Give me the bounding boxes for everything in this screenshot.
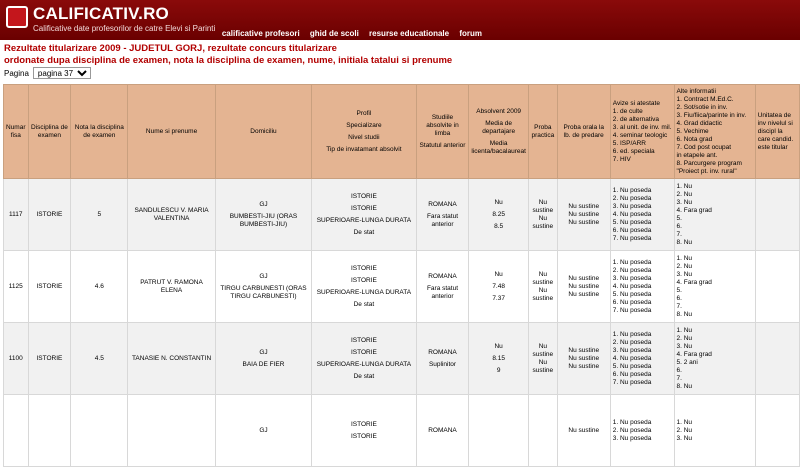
cell-profil-line: SUPERIOARE-LUNGA DURATA (316, 360, 412, 368)
col-absolvent-line: Media licenta/bacalaureat (471, 139, 526, 155)
cell-avize-line: 6. Nu poseda (612, 370, 652, 378)
cell-domiciliu-line: GJ (259, 426, 268, 434)
col-limba (416, 85, 469, 179)
cell-alte-informatii-line: 5. (676, 214, 682, 222)
cell-disciplina: ISTORIE (28, 179, 71, 251)
cell-proba-orala-line: Nu sustine (568, 218, 600, 226)
col-alte-line: 2. Sot/sotie in inv. (676, 103, 728, 111)
cell-profil-line: SUPERIOARE-LUNGA DURATA (316, 288, 412, 296)
cell-alte-informatii-line: 8. Nu (676, 238, 693, 246)
top-nav (214, 29, 482, 38)
cell-profil (312, 395, 416, 467)
cell-alte-informatii-line: 1. Nu (676, 182, 693, 190)
col-numar-fisa: Numar fisa (4, 85, 29, 179)
page-title-line-1: Rezultate titularizare 2009 - JUDETUL GORJ, rezultate concurs titularizare (4, 43, 337, 54)
cell-alte-informatii-line: 8. Nu (676, 310, 693, 318)
cell-nume (128, 395, 215, 467)
col-avize-line: 1. de culte (612, 107, 643, 115)
cell-disciplina (28, 395, 71, 467)
cell-proba-orala-line: Nu sustine (568, 346, 600, 354)
cell-proba-practica (528, 395, 557, 467)
cell-alte-informatii-line: 7. (676, 302, 682, 310)
col-alte-line: 8. Parcurgere program (676, 159, 742, 167)
col-profil-line: Specializare (346, 121, 382, 129)
cell-avize-line: 4. Nu poseda (612, 354, 652, 362)
cell-limba (416, 323, 469, 395)
cell-limba-line: ROMANA (428, 348, 457, 356)
cell-profil-line: ISTORIE (350, 264, 377, 272)
col-disciplina: Disciplina de examen (28, 85, 71, 179)
cell-profil (312, 251, 416, 323)
table-row (4, 323, 800, 395)
col-absolvent (469, 85, 529, 179)
col-avize-line: 6. ed. speciala (612, 147, 655, 155)
pager-label: Pagina (4, 68, 29, 78)
cell-profil-line: De stat (353, 228, 375, 236)
cell-avize-line: 3. Nu poseda (612, 274, 652, 282)
cell-avize-line: 3. Nu poseda (612, 202, 652, 210)
cell-avize-line: 2. Nu poseda (612, 426, 652, 434)
cell-profil (312, 323, 416, 395)
cell-nota: 4.6 (71, 251, 128, 323)
cell-alte-informatii-line: 2. Nu (676, 334, 693, 342)
col-alte-line: 6. Nota grad (676, 135, 713, 143)
cell-alte-informatii-line: 2. Nu (676, 426, 693, 434)
cell-proba-orala-line: Nu sustine (568, 354, 600, 362)
col-domiciliu: Domiciliu (215, 85, 311, 179)
cell-alte-informatii-line: 3. Nu (676, 434, 693, 442)
cell-avize-line: 1. Nu poseda (612, 418, 652, 426)
cell-absolvent-line: 8.25 (492, 210, 505, 218)
col-avize (610, 85, 674, 179)
cell-proba-orala-line: Nu sustine (568, 362, 600, 370)
cell-proba-practica-line: Nu sustine (532, 214, 554, 230)
col-avize-line: 4. seminar teologic (612, 131, 668, 139)
site-header (0, 0, 800, 40)
cell-profil-line: ISTORIE (350, 336, 377, 344)
cell-proba-orala-line: Nu sustine (568, 274, 600, 282)
cell-alte-informatii-line: 4. Fara grad (676, 350, 712, 358)
cell-alte-informatii-line: 5. 2 ani (676, 358, 698, 366)
cell-proba-orala-line: Nu sustine (568, 202, 600, 210)
cell-alte-informatii-line: 4. Fara grad (676, 206, 712, 214)
cell-avize (610, 323, 674, 395)
cell-unitatea (755, 323, 799, 395)
pager (4, 67, 91, 79)
cell-unitatea (755, 395, 799, 467)
cell-limba-line: Suplinitor (428, 360, 457, 368)
col-alte-line: 3. Fiu/fiica/parinte in inv. (676, 111, 747, 119)
cell-alte-informatii-line: 8. Nu (676, 382, 693, 390)
site-subtitle: Calificative date profesorilor de catre Elevi si Parinti (33, 24, 216, 33)
col-avize-line: 5. ISP/ARR (612, 139, 646, 147)
cell-limba-line: ROMANA (428, 426, 457, 434)
cell-profil (312, 179, 416, 251)
cell-absolvent-line: 7.37 (492, 294, 505, 302)
cell-domiciliu (215, 251, 311, 323)
cell-disciplina: ISTORIE (28, 323, 71, 395)
page-title-line-2: ordonate dupa disciplina de examen, nota la disciplina de examen, nume, initiala tatalui si prenume (4, 55, 453, 66)
cell-profil-line: De stat (353, 300, 375, 308)
col-alte-line: 4. Grad didactic (676, 119, 723, 127)
cell-nota: 4.5 (71, 323, 128, 395)
cell-alte-informatii-line: 6. (676, 294, 682, 302)
col-avize-line: 3. al unit. de inv. mil. (612, 123, 672, 131)
cell-profil-line: ISTORIE (350, 276, 377, 284)
cell-numar-fisa (4, 395, 29, 467)
cell-alte-informatii (674, 395, 755, 467)
cell-proba-orala-line: Nu sustine (568, 426, 600, 434)
cell-alte-informatii-line: 3. Nu (676, 198, 693, 206)
cell-numar-fisa: 1125 (4, 251, 29, 323)
col-nota: Nota la disciplina de examen (71, 85, 128, 179)
col-profil-line: Profil (356, 109, 372, 117)
cell-numar-fisa: 1117 (4, 179, 29, 251)
cell-alte-informatii (674, 179, 755, 251)
col-nume: Nume si prenume (128, 85, 215, 179)
col-alte-line: 1. Contract M.Ed.C. (676, 95, 734, 103)
col-alte-informatii (674, 85, 755, 179)
cell-alte-informatii-line: 6. (676, 366, 682, 374)
cell-avize (610, 251, 674, 323)
cell-avize-line: 3. Nu poseda (612, 434, 652, 442)
col-profil (312, 85, 416, 179)
col-limba-line: Studiile absolvite in limba (426, 113, 459, 137)
cell-absolvent (469, 395, 529, 467)
nav-calificative-profesori[interactable]: calificative profesori (221, 29, 300, 38)
cell-limba (416, 395, 469, 467)
cell-absolvent-line: 9 (496, 366, 501, 374)
cell-absolvent-line: Nu (494, 342, 503, 350)
cell-domiciliu (215, 395, 311, 467)
cell-proba-orala-line: Nu sustine (568, 210, 600, 218)
cell-profil-line: ISTORIE (350, 348, 377, 356)
cell-proba-practica-line: Nu sustine (532, 270, 554, 286)
cell-domiciliu-line: BAIA DE FIER (242, 360, 285, 368)
cell-proba-practica (528, 323, 557, 395)
cell-proba-practica-line: Nu sustine (532, 342, 554, 358)
cell-domiciliu-line: TIRGU CARBUNESTI (ORAS TIRGU CARBUNESTI) (220, 284, 307, 300)
cell-unitatea (755, 251, 799, 323)
nav-resurse-educationale[interactable]: resurse educationale (369, 29, 450, 38)
cell-profil-line: ISTORIE (350, 204, 377, 212)
cell-proba-orala (557, 323, 610, 395)
cell-alte-informatii-line: 7. (676, 374, 682, 382)
cell-alte-informatii-line: 3. Nu (676, 270, 693, 278)
cell-avize-line: 1. Nu poseda (612, 330, 652, 338)
nav-ghid-de-scoli[interactable]: ghid de scoli (309, 29, 359, 38)
table-row (4, 179, 800, 251)
cell-avize-line: 2. Nu poseda (612, 266, 652, 274)
cell-alte-informatii-line: 7. (676, 230, 682, 238)
table-header-row (4, 85, 800, 179)
cell-avize-line: 5. Nu poseda (612, 290, 652, 298)
cell-proba-orala (557, 179, 610, 251)
cell-profil-line: De stat (353, 372, 375, 380)
cell-alte-informatii-line: 1. Nu (676, 418, 693, 426)
col-alte-line: 5. Vechime (676, 127, 709, 135)
cell-avize-line: 2. Nu poseda (612, 194, 652, 202)
cell-proba-practica (528, 251, 557, 323)
cell-limba-line: ROMANA (428, 200, 457, 208)
cell-avize-line: 6. Nu poseda (612, 298, 652, 306)
cell-unitatea (755, 179, 799, 251)
cell-avize-line: 7. Nu poseda (612, 306, 652, 314)
cell-proba-orala (557, 251, 610, 323)
cell-domiciliu-line: GJ (259, 200, 268, 208)
nav-forum[interactable]: forum (459, 29, 482, 38)
col-profil-line: Nivel studii (348, 133, 380, 141)
cell-nota (71, 395, 128, 467)
cell-nume: PATRUT V. RAMONA ELENA (128, 251, 215, 323)
col-avize-line: Avize si atestate (612, 99, 660, 107)
cell-disciplina: ISTORIE (28, 251, 71, 323)
cell-proba-orala (557, 395, 610, 467)
cell-avize-line: 4. Nu poseda (612, 210, 652, 218)
cell-absolvent-line: Nu (494, 198, 503, 206)
cell-avize-line: 2. Nu poseda (612, 338, 652, 346)
col-absolvent-line: Absolvent 2009 (476, 107, 522, 115)
page-title (4, 43, 452, 67)
cell-proba-practica-line: Nu sustine (532, 286, 554, 302)
cell-absolvent (469, 323, 529, 395)
cell-avize-line: 3. Nu poseda (612, 346, 652, 354)
cell-proba-practica (528, 179, 557, 251)
cell-limba-line: ROMANA (428, 272, 457, 280)
logo-icon[interactable] (6, 6, 28, 28)
cell-proba-practica-line: Nu sustine (532, 358, 554, 374)
cell-alte-informatii-line: 6. (676, 222, 682, 230)
col-profil-line: Tip de invatamant absolvit (326, 145, 402, 153)
table-row (4, 251, 800, 323)
cell-alte-informatii-line: 2. Nu (676, 190, 693, 198)
cell-avize-line: 1. Nu poseda (612, 258, 652, 266)
cell-nume: SANDULESCU V. MARIA VALENTINA (128, 179, 215, 251)
site-title[interactable]: CALIFICATIV.RO (33, 4, 169, 23)
cell-alte-informatii-line: 2. Nu (676, 262, 693, 270)
cell-nume: TANASIE N. CONSTANTIN (128, 323, 215, 395)
col-alte-line: 7. Cod post ocupat (676, 143, 732, 151)
cell-absolvent-line: 7.48 (492, 282, 505, 290)
cell-alte-informatii-line: 1. Nu (676, 326, 693, 334)
cell-profil-line: SUPERIOARE-LUNGA DURATA (316, 216, 412, 224)
col-avize-line: 7. HIV (612, 155, 631, 163)
cell-alte-informatii-line: 1. Nu (676, 254, 693, 262)
cell-domiciliu-line: GJ (259, 348, 268, 356)
cell-proba-orala-line: Nu sustine (568, 282, 600, 290)
cell-alte-informatii-line: 3. Nu (676, 342, 693, 350)
cell-limba-line: Fara statut anterior (426, 212, 459, 228)
cell-avize-line: 5. Nu poseda (612, 362, 652, 370)
cell-alte-informatii-line: 5. (676, 286, 682, 294)
cell-avize-line: 5. Nu poseda (612, 218, 652, 226)
cell-domiciliu (215, 179, 311, 251)
cell-avize (610, 179, 674, 251)
cell-avize-line: 4. Nu poseda (612, 282, 652, 290)
cell-avize-line: 7. Nu poseda (612, 378, 652, 386)
cell-profil-line: ISTORIE (350, 420, 377, 428)
cell-domiciliu-line: GJ (259, 272, 268, 280)
col-alte-line: "Proiect pt. inv. rural" (676, 167, 737, 175)
cell-avize (610, 395, 674, 467)
col-unitatea: Unitatea de inv nivelul si discipl la care candid. este titular (755, 85, 799, 179)
cell-proba-practica-line: Nu sustine (532, 198, 554, 214)
cell-avize-line: 7. Nu poseda (612, 234, 652, 242)
cell-domiciliu-line: BUMBESTI-JIU (ORAS BUMBESTI-JIU) (229, 212, 298, 228)
cell-alte-informatii (674, 251, 755, 323)
cell-profil-line: ISTORIE (350, 192, 377, 200)
col-avize-line: 2. de alternativa (612, 115, 659, 123)
cell-limba (416, 251, 469, 323)
cell-absolvent-line: Nu (494, 270, 503, 278)
cell-absolvent (469, 179, 529, 251)
cell-avize-line: 6. Nu poseda (612, 226, 652, 234)
cell-limba (416, 179, 469, 251)
col-proba-orala: Proba orala la lb. de predare (557, 85, 610, 179)
page-select[interactable] (33, 67, 91, 79)
cell-proba-orala-line: Nu sustine (568, 290, 600, 298)
results-table (3, 84, 800, 467)
col-alte-line: Alte informatii (676, 87, 716, 95)
cell-nota: 5 (71, 179, 128, 251)
cell-alte-informatii-line: 4. Fara grad (676, 278, 712, 286)
cell-profil-line: ISTORIE (350, 432, 377, 440)
cell-numar-fisa: 1100 (4, 323, 29, 395)
table-row (4, 395, 800, 467)
cell-absolvent-line: 8.5 (494, 222, 504, 230)
cell-absolvent (469, 251, 529, 323)
cell-limba-line: Fara statut anterior (426, 284, 459, 300)
col-proba-practica: Proba practica (528, 85, 557, 179)
cell-domiciliu (215, 323, 311, 395)
cell-absolvent-line: 8.15 (492, 354, 505, 362)
cell-avize-line: 1. Nu poseda (612, 186, 652, 194)
cell-alte-informatii (674, 323, 755, 395)
col-absolvent-line: Media de departajare (482, 119, 516, 135)
col-limba-line: Statutul anterior (419, 141, 466, 149)
col-alte-line: in etapele ant. (676, 151, 718, 159)
